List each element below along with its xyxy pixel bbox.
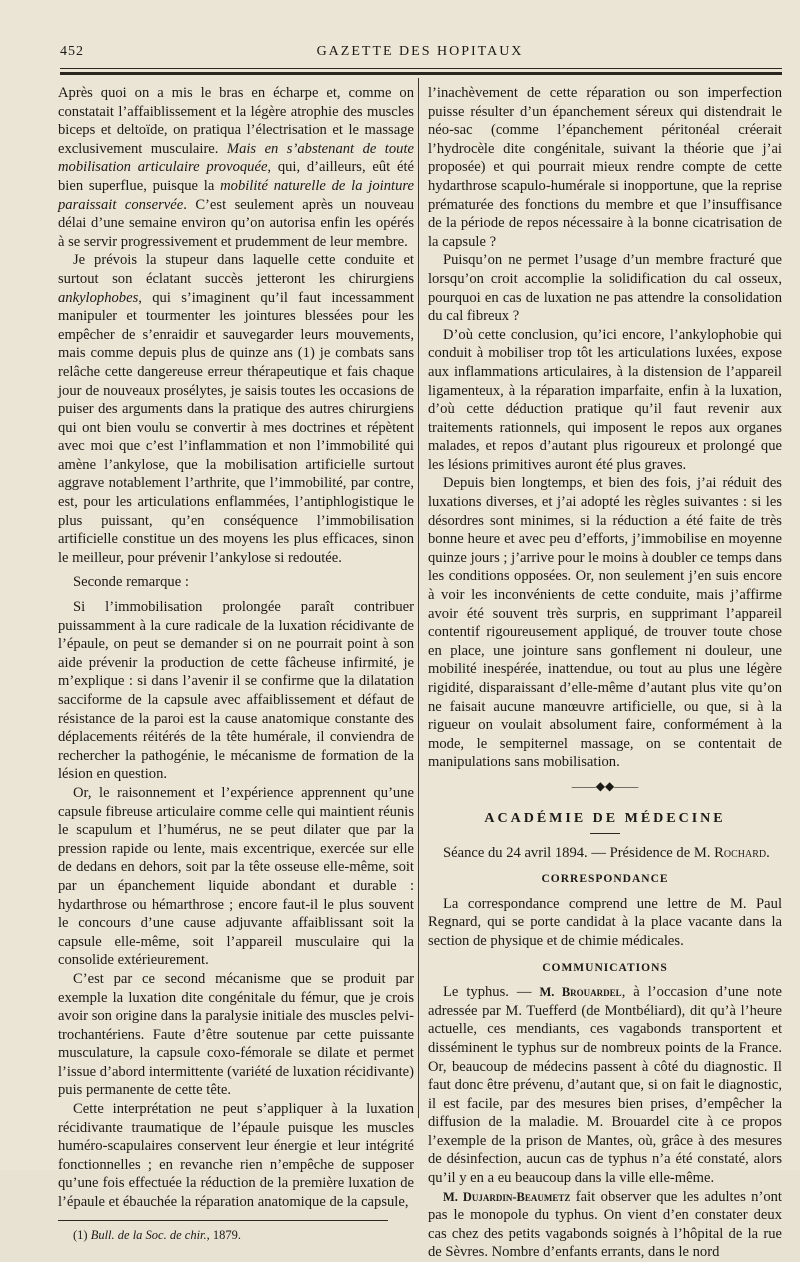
paragraph: l’inachèvement de cette réparation ou son imperfection puisse résulter d’un épanchement séreux qui distendrait le néo-sac (comme l’épanchement péritonéal créerait l’hydrocèle dite congénitale, suivant la théorie que j’ai proposée) et qui pourrait mieux rendre compte de cette hydarthrose scapulo-humérale si inopportune, que la reprise prématurée des fonctions du membre et que l’insuffisance de la période de repos nécessaire à la bonne cicatrisation de la capsule ? xyxy=(428,85,782,250)
italic-text: ankylophobes xyxy=(58,289,139,306)
text-run: . xyxy=(766,844,770,861)
subheading-communications: COMMUNICATIONS xyxy=(542,961,668,974)
right-column xyxy=(428,84,782,1262)
speaker-name: M. Dujardin-Beaumetz xyxy=(443,1189,571,1204)
header-rule-thin xyxy=(60,68,782,69)
paragraph xyxy=(58,251,414,567)
speaker-name: M. Brouardel xyxy=(539,985,622,1000)
president-name: Rochard xyxy=(714,844,767,861)
text-run: , à l’occasion d’une note adressée par M. Tuefferd (de Montbéliard), dit qu’à l’heure actuelle, ces mendiants, ces vagabonds transportent et disséminent le typhus sur de nombreux points de la France. Or, beaucoup de médecins passent à côté du diagnostic. Il faut donc être prévenu, d’autant que, si on fait le diagnostic, il est facile, par des mesures bien prises, d’empêcher la diffusion de la maladie. M. Brouardel cite à ce propos l’exemple de la prison de Mantes, où, grâce à des mesures de désinfection, aucun cas de typhus n’a été constaté, alors qu’il y en a eu beaucoup dans la ville elle-même. xyxy=(428,984,783,1187)
title-rule xyxy=(590,833,620,834)
text-run: , qui, d’ailleurs, eût été bien superflue, puisque la xyxy=(58,159,414,194)
paragraph xyxy=(428,1188,782,1262)
text-run: . C’est seulement après un nouveau délai d’une semaine environ qu’on autorisa enfin les opérés à se servir progressivement et prudemment de leur membre. xyxy=(58,196,414,250)
section-ornament: ——◆◆—— xyxy=(571,778,639,793)
paragraph: Seconde remarque : xyxy=(73,574,189,591)
paragraph: D’où cette conclusion, qu’ici encore, l’ankylophobie qui conduit à mobiliser trop tôt les articulations luxées, expose aux inflammations articulaires, à la distension de l’appareil ligamenteux, à la réparation imparfaite, enfin à la luxation, d’où cette déduction pratique qu’il faut revenir aux traitements rationnels, qui imposent le repos aux organes malades, et repos d’autant plus rigoureux et prolongé que les lésions primitives auront été plus graves. xyxy=(428,326,782,473)
italic-text: mobilité naturelle de la jointure paraissait conservée xyxy=(58,177,414,213)
paragraph xyxy=(428,983,782,1188)
text-run: Séance du 24 avril 1894. — Présidence de M. xyxy=(443,844,715,861)
column-divider xyxy=(418,78,419,1118)
text-run: Le typhus. — xyxy=(443,984,540,1001)
paragraph: La correspondance comprend une lettre de M. Paul Regnard, qui se porte candidat à la place vacante dans la section de physique et de chimie médicales. xyxy=(428,895,782,949)
header-rule-thick xyxy=(60,72,782,75)
left-column xyxy=(58,84,414,1243)
text-run: Je prévois la stupeur dans laquelle cette conduite et surtout son éclatant succès jetteront les chirurgiens xyxy=(58,252,414,287)
text-run: Après quoi on a mis le bras en écharpe et, comme on constatait l’affaiblissement et la légère atrophie des muscles biceps et deltoïde, on pratiqua l’électrisation et le massage exclusivement musculaire. xyxy=(58,85,414,157)
paragraph xyxy=(58,84,414,251)
paragraph: Depuis bien longtemps, et bien des fois, j’ai réduit des luxations diverses, et j’ai adopté les règles suivantes : si les désordres sont minimes, si la réduction a été faite de très bonne heure et avec peu d’efforts, j’immobilise en moyenne quinze jours ; j’arrive pour le moins à doubler ce temps dans les conditions opposées. Or, non seulement j’en suis encore à voir les inconvénients de cette conduite, mais j’affirme avoir été souvent très surpris, en supprimant l’appareil contentif rigoureusement appliqué, de trouver toute chose en place, une jointure sans gonflement ni douleur, une mobilité inespérée, inattendue, ou tout au plus une légère rigidité, disparaissant d’elle-même d’autant plus vite qu’on ne faisait aucune manœuvre artificielle, ou que, si à la rigueur on voulait absolument faire, conformément à la mode, le sempiternel massage, on se contentait de manipulations sans mobilisation. xyxy=(428,475,782,771)
text-run: fait observer que les adultes n’ont pas le monopole du typhus. On vient d’en constater deux cas chez des petits vagabonds soignés à l’hôpital de la rue de Sèvres. Nombre d’enfants errants, dans le nord xyxy=(428,1188,782,1261)
paragraph: C’est par ce second mécanisme que se produit par exemple la luxation dite congénitale du fémur, que je crois avoir son origine dans la paralysie initiale des muscles pelvi-trochantériens. Faute d’être soutenue par cette puissante musculature, la capsule coxo-fémorale se dilate et permet l’issue d’abord intermittente (variété de luxation récidivante) puis permanente de cette tête. xyxy=(58,970,414,1099)
footnote xyxy=(58,1227,414,1243)
text-run: , 1879. xyxy=(206,1227,242,1242)
text-run: , qui s’imaginent qu’il faut incessamment manipuler et tourmenter les jointures blessées pour les empêcher de s’enraidir et sauvegarder leurs mouvements, mais comme depuis plus de quinze ans (1) je combats sans relâche cette dangereuse erreur thérapeutique et fais chaque jour de nouveaux prosélytes, je saisis toutes les occasions de puiser des arguments dans la pratique des autres chirurgiens qui ont bien voulu se convertir à mes doctrines et répètent avec moi que c’est l’inflammation et non l’immobilité qui amène l’ankylose, que la mobilisation artificielle surtout aggrave notablement l’arthrite, que l’immobilité, par contre, est, pour les articulations enflammées, l’antiphlogistique le plus puissant, qu’en conséquence l’immobilisation artificielle constitue un des moyens les plus efficaces, sinon le meilleur, pour prévenir l’ankylose si redoutée. xyxy=(58,289,414,566)
paragraph: Si l’immobilisation prolongée paraît contribuer puissamment à la cure radicale de la luxation récidivante de l’épaule, on peut se demander si on ne pourrait point à son aide prévenir la production de cette fâcheuse infirmité, je m’explique : si dans l’avenir il se confirme que la dilatation sacciforme de la capsule avec affaiblissement et défaut de résistance de la paroi est la cause anatomique constante des déplacements réitérés de la tête humérale, il conviendra de rechercher la pathogénie, le mécanisme de formation de la lésion en question. xyxy=(58,599,414,783)
paragraph: Puisqu’on ne permet l’usage d’un membre fracturé que lorsqu’on croit accomplie la solidification du cal osseux, pourquoi en cas de luxation ne pas attendre la consolidation du cal fibreux ? xyxy=(428,252,782,325)
text-run: (1) xyxy=(73,1227,91,1242)
section-title: ACADÉMIE DE MÉDECINE xyxy=(484,810,726,826)
running-title: GAZETTE DES HOPITAUX xyxy=(316,44,524,59)
italic-text: Mais en s’abstenant de toute mobilisation articulaire provoquée xyxy=(58,140,414,176)
italic-text: Bull. de la Soc. de chir. xyxy=(90,1227,207,1242)
paragraph: Cette interprétation ne peut s’appliquer à la luxation récidivante traumatique de l’épaule puisque les muscles huméro-scapulaires conservent leur énergie et leur intégrité fonctionnelles ; en revanche rien n’empêche de supposer qu’une fois effectuée la réduction de la première luxation de l’épaule et ébauchée la réparation anatomique de la capsule, xyxy=(58,1101,414,1211)
page-number: 452 xyxy=(60,44,84,59)
subheading-correspondance: CORRESPONDANCE xyxy=(541,873,669,886)
seance-line xyxy=(428,844,782,863)
page-header xyxy=(60,44,780,66)
footnote-rule xyxy=(58,1220,388,1221)
paragraph: Or, le raisonnement et l’expérience apprennent qu’une capsule fibreuse articulaire comme celle qui maintient réunis le scapulum et l’humérus, ne se peut dilater que par la pression rapide ou lente, mais excentrique, exercée sur elle de dedans en dehors, soit par la tête osseuse elle-même, soit par un épanchement liquide abondant et durable : hydarthrose ou hémarthrose ; encore faut-il le plus souvent le concours d’une cause adjuvante affaiblissant soit la capsule elle-même, soit l’appareil musculaire qui la consolide extérieurement. xyxy=(58,784,414,969)
